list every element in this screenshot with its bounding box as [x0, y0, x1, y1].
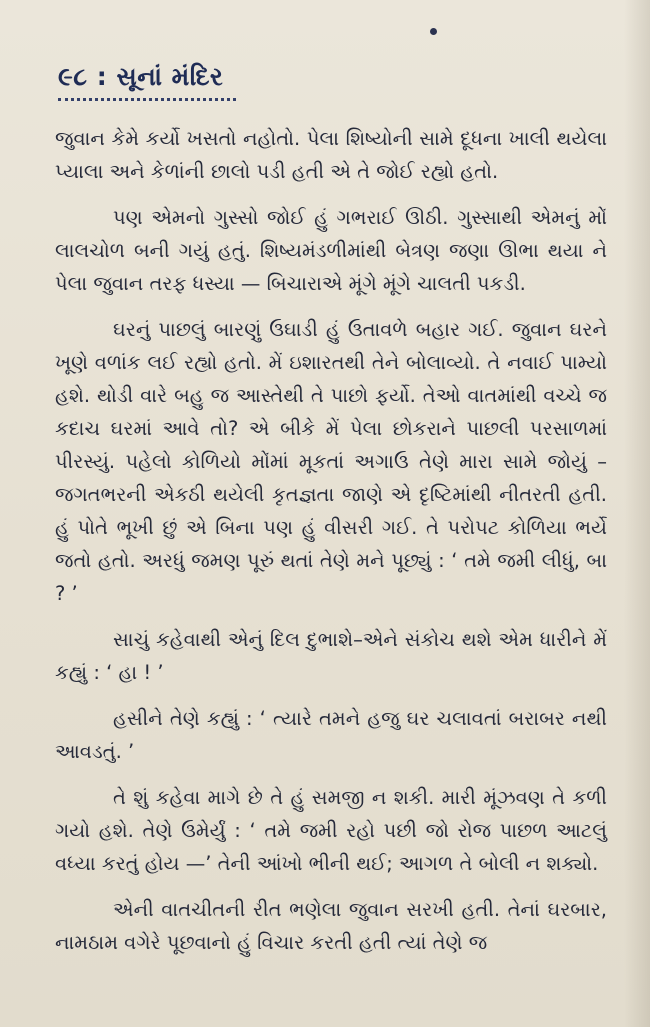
paragraph-7: એની વાતચીતની રીત ભણેલા જુવાન સરખી હતી. તેનાં ઘરબાર, નામઠામ વગેરે પૂછવાનો હું વિચાર કરતી હતી ત્યાં તેણે જ — [55, 898, 607, 954]
paragraph-4: સાચું કહેવાથી એનું દિલ દુભાશે–એને સંકોચ થશે એમ ધારીને મેં કહ્યું : ‘ હા ! ’ — [55, 628, 607, 684]
ink-speck — [430, 28, 437, 35]
page-header: ૯૮ : સૂનાં મંદિર — [58, 62, 224, 91]
paragraph-5: હસીને તેણે કહ્યું : ‘ ત્યારે તમને હજુ ઘર ચલાવતાં બરાબર નથી આવડતું. ’ — [55, 707, 607, 763]
paragraph-3: ઘરનું પાછલું બારણું ઉઘાડી હું ઉતાવળે બહાર ગઈ. જુવાન ઘરને ખૂણે વળાંક લઈ રહ્યો હતો. મેં ઇશારતથી તેને બોલાવ્યો. તે નવાઈ પામ્યો હશે. થોડી વારે બહુ જ આસ્તેથી તે પાછો ફર્યો. તેઓ વાતમાંથી વચ્ચે જ કદાચ ઘરમાં આવે તો? એ બીકે મેં પેલા છોકરાને પાછલી પરસાળમાં પીરસ્યું. પહેલો કોળિયો મોંમાં મૂકતાં અગાઉ તેણે મારા સામે જોયું – જગતભરની એકઠી થયેલી કૃતજ્ઞતા જાણે એ દૃષ્ટિમાંથી નીતરતી હતી. હું પોતે ભૂખી છું એ બિના પણ હું વીસરી ગઈ. તે પરોપટ કોળિયા ભર્યે જતો હતો. અરધું જમણ પૂરું થતાં તેણે મને પૂછ્યું : ‘ તમે જમી લીધું, બા ? ’ — [55, 318, 607, 605]
paragraph-2: પણ એમનો ગુસ્સો જોઈ હું ગભરાઈ ઊઠી. ગુસ્સાથી એમનું મોં લાલચોળ બની ગયું હતું. શિષ્યમંડળીમાંથી બેત્રણ જણા ઊભા થયા ને પેલા જુવાન તરફ ધસ્યા — બિચારાએ મૂંગે મૂંગે ચાલતી પકડી. — [55, 206, 607, 295]
paragraph-6: તે શું કહેવા માગે છે તે હું સમજી ન શકી. મારી મૂંઝવણ તે કળી ગયો હશે. તેણે ઉમેર્યું : ‘ તમે જમી રહો પછી જો રોજ પાછળ આટલું વધ્યા કરતું હોય —’ તેની આંખો ભીની થઈ; આગળ તે બોલી ન શક્યો. — [55, 786, 607, 875]
page-body — [55, 122, 607, 972]
page-edge-shadow — [624, 0, 650, 1027]
paragraph-1: જુવાન કેમે કર્યો ખસતો નહોતો. પેલા શિષ્યોની સામે દૂધના ખાલી થયેલા પ્યાલા અને કેળાંની છાલો પડી હતી એ તે જોઈ રહ્યો હતો. — [55, 127, 607, 183]
header-dotted-rule — [58, 98, 236, 101]
